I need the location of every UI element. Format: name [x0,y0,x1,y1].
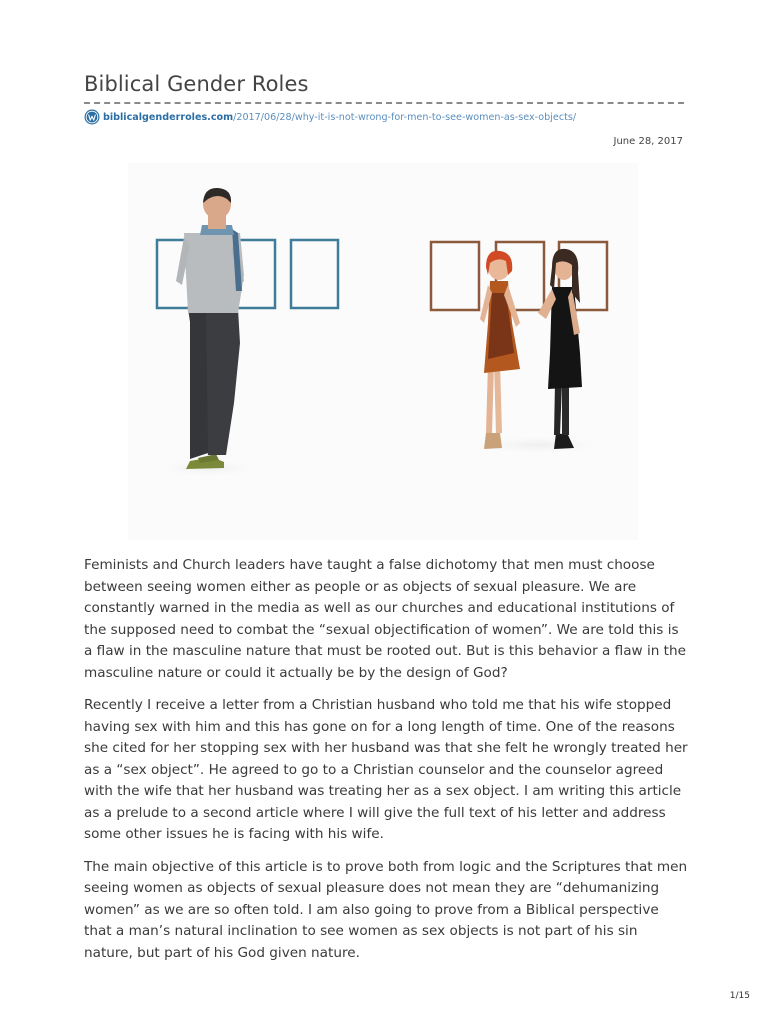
article-paragraph-3: The main objective of this article is to prove both from logic and the Scriptures that men seeing women as objects of sexual pleasure does not mean they are “dehumanizing women” as we are so often told. I am also going to prove from a Biblical perspective that a man’s natural inclination to see women as sex objects is not part of his sin nature, but part of his God given nature. [84,858,688,961]
gallery-photo [128,163,638,540]
title-divider [84,102,684,104]
page-title: Biblical Gender Roles [84,72,309,96]
article-paragraph-2: Recently I receive a letter from a Christian husband who told me that his wife stopped having sex with him and this has gone on for a long length of time. One of the reasons she cited for her stopping sex with her husband was that she felt he wrongly treated her as a “sex object”. He agreed to go to a Christian counselor and the counselor agreed with the wife that her husband was treating her as a sex object. I am writing this article as a prelude to a second article where I will give the full text of his letter and address some other issues he is facing with his wife. [84,697,688,842]
page-number: 1/15 [729,991,750,1001]
url-path[interactable]: /2017/06/28/why-it-is-not-wrong-for-men-to-see-women-as-sex-objects/ [233,111,577,123]
post-date: June 28, 2017 [613,136,683,147]
article-paragraph-1: Feminists and Church leaders have taught a false dichotomy that men must choose between seeing women either as people or as objects of sexual pleasure. We are constantly warned in the media as well as our churches and educational institutions of the supposed need to combat the “sexual objectification of women”. We are told this is a flaw in the masculine nature that must be rooted out. But is this behavior a flaw in the masculine nature or could it actually be by the design of God? [84,557,686,681]
url-domain[interactable]: biblicalgenderroles.com [103,111,234,123]
source-url[interactable] [84,108,576,126]
wordpress-icon [84,109,100,125]
article-body [84,555,689,975]
